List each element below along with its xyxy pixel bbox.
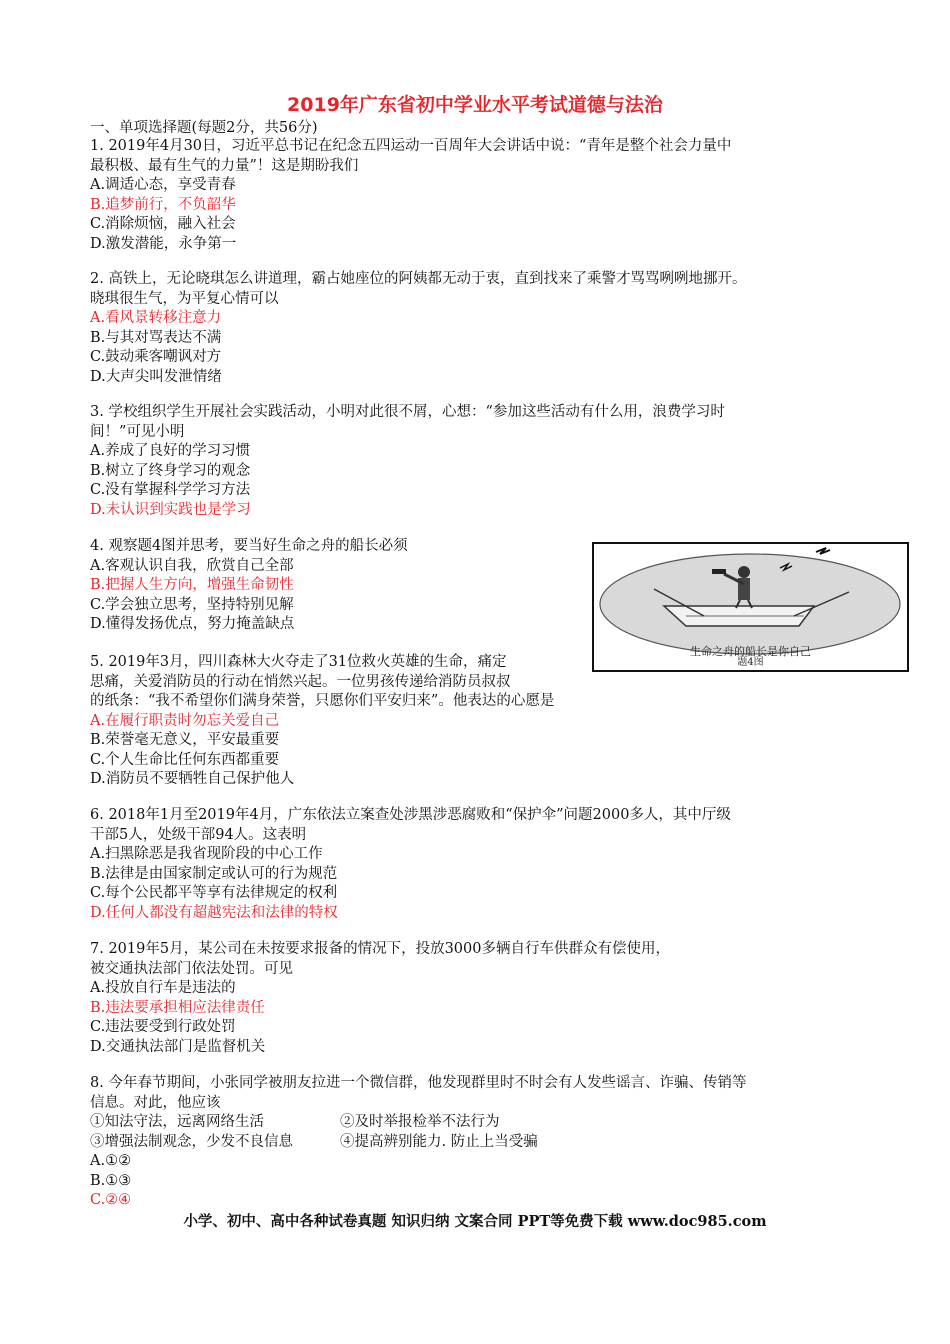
option-d-answer: D.任何人都没有超越宪法和法律的特权 [90, 904, 338, 921]
question-stem-line: 干部5人，处级干部94人。这表明 [90, 826, 307, 843]
statement-2: ②及时举报检举不法行为 [340, 1114, 500, 1130]
question-4 [90, 537, 408, 635]
question-4-figure [592, 542, 909, 672]
question-stem-line: 晓琪很生气，为平复心情可以 [90, 290, 279, 307]
figure-label: 题4图 [737, 657, 764, 668]
statement-3: ③增强法制观念，少发不良信息 [90, 1133, 293, 1150]
question-stem-line: 8. 今年春节期间，小张同学被朋友拉进一个微信群，他发现群里时不时会有人发些谣言、诈骗、传销等 [90, 1075, 747, 1091]
question-stem-line: 2. 高铁上，无论晓琪怎么讲道理，霸占她座位的阿姨都无动于衷，直到找来了乘警才骂骂咧咧地挪开。 [90, 271, 747, 287]
question-stem-line: 间！”可见小明 [90, 423, 185, 440]
question-stem-line: 信息。对此，他应该 [90, 1094, 221, 1111]
question-stem-line: 5. 2019年3月，四川森林大火夺走了31位救火英雄的生命，痛定 [90, 654, 507, 670]
option-c-answer: C.②④ [90, 1192, 132, 1208]
section-heading: 一、单项选择题(每题2分，共56分) [90, 120, 318, 136]
question-6 [90, 806, 731, 923]
question-2 [90, 270, 746, 387]
option-b: B.法律是由国家制定或认可的行为规范 [90, 865, 338, 882]
option-d: D.懂得发扬优点，努力掩盖缺点 [90, 616, 295, 632]
option-b-answer: B.违法要承担相应法律责任 [90, 999, 265, 1016]
option-c: C.每个公民都平等享有法律规定的权利 [90, 885, 338, 901]
footer-banner: 小学、初中、高中各种试卷真题 知识归纳 文案合同 PPT等免费下载 www.doc985.com [183, 1213, 767, 1230]
option-b-answer: B.把握人生方向，增强生命韧性 [90, 577, 294, 593]
option-a: A.客观认识自我，欣赏自己全部 [90, 557, 294, 574]
option-a: A.①② [90, 1153, 132, 1169]
option-a: A.投放自行车是违法的 [90, 980, 236, 996]
question-stem-line: 思痛，关爱消防员的行动在悄然兴起。一位男孩传递给消防员叔叔 [90, 673, 511, 690]
question-stem-line: 3. 学校组织学生开展社会实践活动，小明对此很不屑，心想：“参加这些活动有什么用，浪费学习时 [90, 404, 725, 420]
option-a: A.养成了良好的学习习惯 [90, 443, 251, 459]
option-d-answer: D.未认识到实践也是学习 [90, 501, 251, 518]
option-a: A.调适心态，享受青春 [90, 177, 236, 193]
question-5 [90, 653, 554, 790]
question-stem-line: 最积极、最有生气的力量”！这是期盼我们 [90, 157, 359, 174]
figure-caption: 生命之舟的船长是你自己 [690, 645, 811, 658]
page-title: 2019年广东省初中学业水平考试道德与法治 [287, 94, 663, 116]
question-stem-line: 6. 2018年1月至2019年4月，广东依法立案查处涉黑涉恶腐败和“保护伞”问题2000多人，其中厅级 [90, 807, 731, 823]
question-3 [90, 403, 725, 520]
option-c: C.个人生命比任何东西都重要 [90, 751, 280, 768]
question-stem-line: 4. 观察题4图并思考，要当好生命之舟的船长必须 [90, 538, 408, 554]
statement-row [90, 1113, 746, 1133]
question-stem-line: 1. 2019年4月30日，习近平总书记在纪念五四运动一百周年大会讲话中说：“青年是整个社会力量中 [90, 138, 732, 154]
option-d: D.激发潜能，永争第一 [90, 235, 237, 252]
statement-1: ①知法守法，远离网络生活 [90, 1114, 264, 1130]
question-8 [90, 1074, 746, 1211]
option-c: C.没有掌握科学学习方法 [90, 482, 251, 498]
option-b: B.与其对骂表达不满 [90, 329, 222, 346]
option-d: D.大声尖叫发泄情绪 [90, 368, 222, 385]
statement-row [90, 1133, 746, 1153]
option-a-answer: A.在履行职责时勿忘关爱自己 [90, 712, 280, 729]
question-stem-line: 被交通执法部门依法处罚。可见 [90, 960, 293, 977]
option-a-answer: A.看风景转移注意力 [90, 310, 222, 326]
option-b: B.树立了终身学习的观念 [90, 462, 251, 479]
option-a: A.扫黑除恶是我省现阶段的中心工作 [90, 846, 323, 862]
question-stem-line: 的纸条：“我不希望你们满身荣誉，只愿你们平安归来”。他表达的心愿是 [90, 693, 555, 709]
option-d: D.交通执法部门是监督机关 [90, 1038, 266, 1055]
option-c: C.消除烦恼，融入社会 [90, 216, 236, 232]
question-stem-line: 7. 2019年5月，某公司在未按要求报备的情况下，投放3000多辆自行车供群众有偿使用， [90, 941, 670, 957]
option-c: C.鼓动乘客嘲讽对方 [90, 349, 222, 365]
option-b: B.①③ [90, 1172, 132, 1189]
question-7 [90, 940, 670, 1057]
option-c: C.违法要受到行政处罚 [90, 1019, 236, 1035]
option-b: B.荣誉毫无意义，平安最重要 [90, 732, 280, 748]
statement-4: ④提高辨别能力. 防止上当受骗 [340, 1133, 538, 1150]
option-c: C.学会独立思考，坚持特别见解 [90, 596, 294, 613]
question-1 [90, 137, 731, 254]
option-b-answer: B.追梦前行，不负韶华 [90, 196, 236, 213]
option-d: D.消防员不要牺牲自己保护他人 [90, 771, 295, 787]
